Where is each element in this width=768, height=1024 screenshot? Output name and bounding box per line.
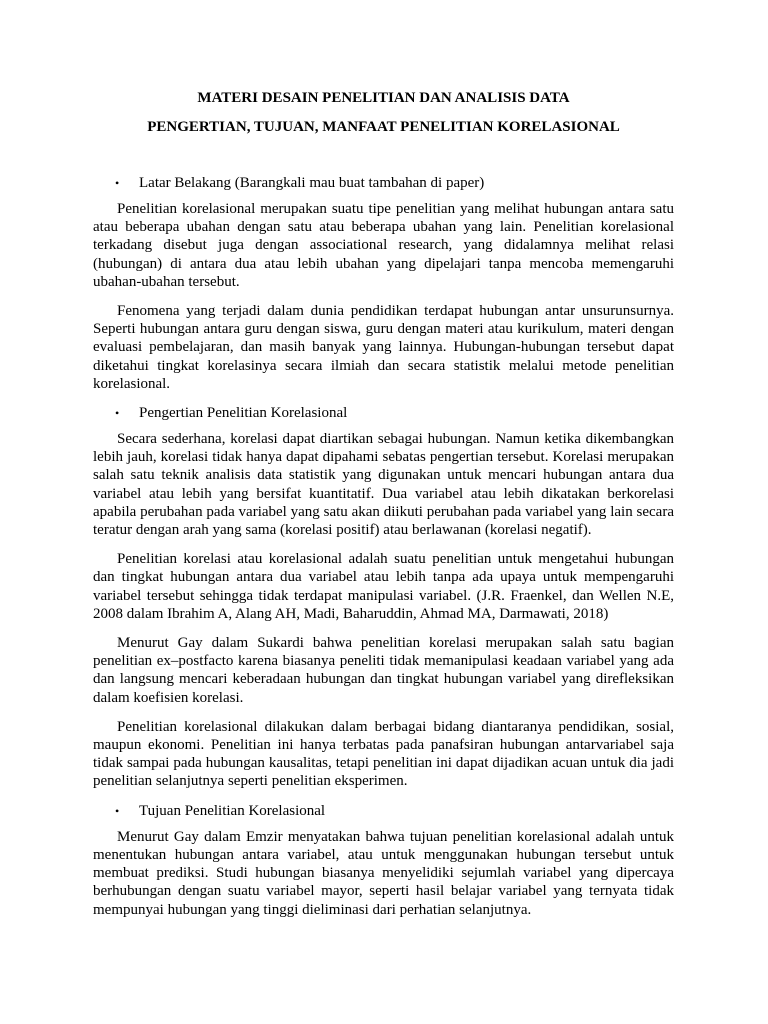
paragraph: Penelitian korelasi atau korelasional adalah suatu penelitian untuk mengetahui hubungan dan tingkat hubungan antara dua variabel atau lebih tanpa ada upaya untuk mempengaruhi variabel tersebut sehingga tidak terdapat manipulasi variabel. (J.R. Fraenkel, dan Wellen N.E, 2008 dalam Ibrahim A, Alang AH, Madi, Baharuddin, Ahmad MA, Darmawati, 2018) [93, 551, 674, 622]
section-heading-label: Pengertian Penelitian Korelasional [139, 405, 348, 422]
section-heading-label: Tujuan Penelitian Korelasional [139, 802, 326, 819]
bullet-icon: • [115, 803, 120, 818]
bullet-icon: • [115, 406, 120, 421]
section-heading-label: Latar Belakang (Barangkali mau buat tambahan di paper) [139, 175, 485, 191]
section-heading-latar-belakang [93, 174, 674, 192]
bullet-icon: • [115, 176, 120, 190]
paragraph: Menurut Gay dalam Sukardi bahwa penelitian korelasi merupakan salah satu bagian penelitian ex–postfacto karena biasanya peneliti tidak memanipulasi keadaan variabel yang ada dan langsung mencari keberadaan hubungan dan tingkat hubungan variabel yang direfleksikan dalam koefisien korelasi. [93, 635, 674, 706]
paragraph: Penelitian korelasional merupakan suatu tipe penelitian yang melihat hubungan antara satu atau beberapa ubahan dengan satu atau beberapa ubahan yang lain. Penelitian korelasional terkadang disebut juga dengan associational research, yang didalamnya melihat relasi (hubungan) di antara dua atau lebih ubahan yang dipelajari tanpa mencoba memengaruhi ubahan-ubahan tersebut. [93, 201, 674, 290]
paragraph: Penelitian korelasional dilakukan dalam berbagai bidang diantaranya pendidikan, sosial, maupun ekonomi. Penelitian ini hanya terbatas pada panafsiran hubungan antarvariabel saja tidak sampai pada hubungan kausalitas, tetapi penelitian ini dapat dijadikan acuan untuk dia jadi penelitian selanjutnya seperti penelitian eksperimen. [93, 718, 674, 790]
document-title: MATERI DESAIN PENELITIAN DAN ANALISIS DATA [197, 90, 570, 106]
paragraph: Secara sederhana, korelasi dapat diartikan sebagai hubungan. Namun ketika dikembangkan lebih jauh, korelasi tidak hanya dapat dipahami sebatas pengertian tersebut. Korelasi merupakan salah satu teknik analisis data statistik yang digunakan untuk mencari hubungan antara dua variabel atau lebih yang bersifat kuantitatif. Dua variabel atau lebih dikatakan berkorelasi apabila perubahan pada variabel yang satu akan diikuti perubahan pada variabel yang lain secara teratur dengan arah yang sama (korelasi positif) atau berlawanan (korelasi negatif). [93, 431, 674, 539]
paragraph: Fenomena yang terjadi dalam dunia pendidikan terdapat hubungan antar unsurunsurnya. Seperti hubungan antara guru dengan siswa, guru dengan materi atau kurikulum, materi dengan evaluasi pembelajaran, dan masih banyak yang lainnya. Hubungan-hubungan tersebut dapat diketahui tingkat korelasinya secara ilmiah dan secara statistik melalui metode penelitian korelasional. [93, 303, 674, 392]
section-heading-tujuan [93, 802, 674, 820]
document-subtitle: PENGERTIAN, TUJUAN, MANFAAT PENELITIAN KORELASIONAL [147, 119, 620, 135]
section-heading-pengertian [93, 404, 674, 422]
document-page [93, 89, 674, 930]
paragraph: Menurut Gay dalam Emzir menyatakan bahwa tujuan penelitian korelasional adalah untuk menentukan hubungan antara variabel, atau untuk menggunakan hubungan tersebut untuk membuat prediksi. Studi hubungan biasanya menyelidiki sejumlah variabel yang dipercaya berhubungan dengan suatu variabel mayor, seperti hasil belajar variabel yang ternyata tidak mempunyai hubungan yang tinggi dieliminasi dari perhatian selanjutnya. [93, 828, 674, 918]
